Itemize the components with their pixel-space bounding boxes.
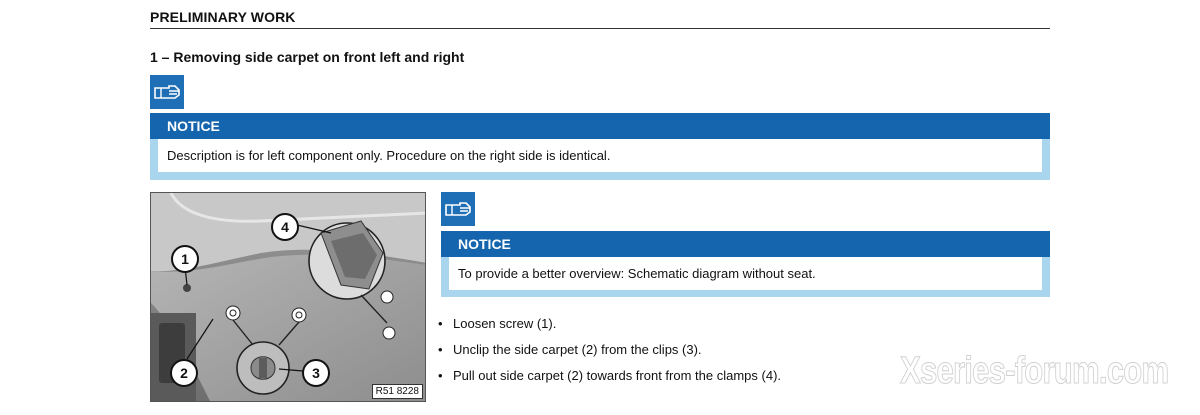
notice-text: Description is for left component only. Procedure on the right side is identical. xyxy=(158,139,1042,172)
notice-box-general xyxy=(150,113,1050,180)
section-divider xyxy=(150,28,1050,29)
list-item: • Pull out side carpet (2) towards front from the clamps (4). xyxy=(438,367,782,383)
step-title: 1 – Removing side carpet on front left and right xyxy=(150,49,465,65)
list-item: • Loosen screw (1). xyxy=(438,315,557,331)
pointing-hand-icon xyxy=(441,192,475,226)
callout-2: 2 xyxy=(170,359,198,387)
pointing-hand-icon xyxy=(150,75,184,109)
callout-4: 4 xyxy=(271,213,299,241)
callout-1: 1 xyxy=(171,245,199,273)
section-title: PRELIMINARY WORK xyxy=(150,9,296,25)
notice-heading: NOTICE xyxy=(150,113,1050,139)
notice-heading: NOTICE xyxy=(441,231,1050,257)
callout-3: 3 xyxy=(302,359,330,387)
notice-box-overview xyxy=(441,231,1050,297)
notice-text: To provide a better overview: Schematic diagram without seat. xyxy=(449,257,1042,290)
watermark: Xseries-forum.com xyxy=(900,350,1169,392)
procedure-steps xyxy=(438,310,781,388)
diagram-image xyxy=(150,192,426,402)
list-item: • Unclip the side carpet (2) from the clips (3). xyxy=(438,341,702,357)
figure-code: R51 8228 xyxy=(372,384,423,399)
